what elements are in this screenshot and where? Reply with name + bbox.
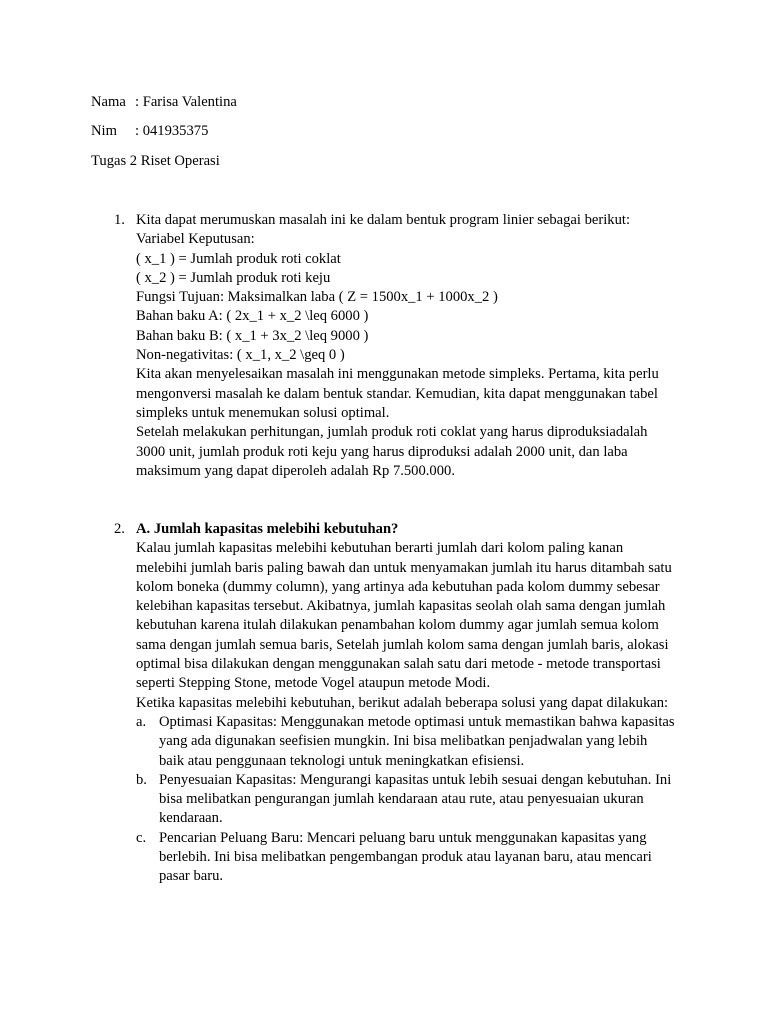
objective-function: Fungsi Tujuan: Maksimalkan laba ( Z = 1500x_1 + 1000x_2 ) bbox=[136, 289, 498, 306]
name-value: : Farisa Valentina bbox=[135, 94, 237, 110]
sub-list-letter: b. bbox=[136, 771, 147, 788]
intro-line: Kita dapat merumuskan masalah ini ke dalam bentuk program linier sebagai berikut: bbox=[136, 212, 631, 228]
nim-label: Nim bbox=[91, 123, 117, 139]
sub-list-item bbox=[136, 771, 676, 829]
nim-line bbox=[91, 122, 208, 141]
name-line bbox=[91, 93, 237, 112]
paragraph: Ketika kapasitas melebihi kebutuhan, berikut adalah beberapa solusi yang dapat dilakukan: bbox=[136, 694, 669, 711]
sub-list-text: Pencarian Peluang Baru: Mencari peluang baru untuk menggunakan kapasitas yang berlebih. Ini bisa melibatkan pengembangan produk atau layanan baru, atau mencari pasar baru. bbox=[159, 829, 652, 885]
decision-variable-heading: Variabel Keputusan: bbox=[136, 231, 255, 248]
item-1-body bbox=[136, 211, 676, 481]
paragraph: Kita akan menyelesaikan masalah ini menggunakan metode simpleks. Pertama, kita perlu mengonversi masalah ke dalam bentuk standar. Kemudian, kita dapat menggunakan tabel simpleks untuk menemukan solusi optimal. bbox=[136, 366, 659, 421]
sub-list-text: Penyesuaian Kapasitas: Mengurangi kapasitas untuk lebih sesuai dengan kebutuhan. Ini bisa melibatkan pengurangan jumlah kendaraan atau rute, atau penyesuaian ukuran kendaraan. bbox=[159, 771, 672, 827]
constraint-a: Bahan baku A: ( 2x_1 + x_2 \leq 6000 ) bbox=[136, 308, 369, 325]
list-number: 2. bbox=[114, 521, 125, 537]
document-title: Tugas 2 Riset Operasi bbox=[91, 153, 220, 169]
paragraph: Setelah melakukan perhitungan, jumlah produk roti coklat yang harus diproduksiadalah 3000 unit, jumlah produk roti keju yang harus diproduksi adalah 2000 unit, dan laba maksimum yang dapat diperoleh adalah Rp 7.500.000. bbox=[136, 424, 648, 479]
sub-list-letter: c. bbox=[136, 829, 147, 846]
sub-list-letter: a. bbox=[136, 713, 147, 730]
paragraph: Kalau jumlah kapasitas melebihi kebutuhan berarti jumlah dari kolom paling kanan melebihi jumlah baris paling bawah dan untuk menyamakan jumlah itu harus ditambah satu kolom boneka (dummy column), yang artinya ada kebutuhan pada kolom dummy sebesar kelebihan kapasitas tersebut. Akibatnya, jumlah kapasitas seolah olah sama dengan jumlah kebutuhan karena itulah dilakukan penambahan kolom dummy agar jumlah semua kolom sama dengan jumlah semua baris, Setelah jumlah kolom sama dengan jumlah baris, alokasi optimal bisa dilakukan dengan menggunakan salah satu dari metode - metode transportasi seperti Stepping Stone, metode Vogel ataupun metode Modi. bbox=[136, 540, 672, 692]
sub-list-item bbox=[136, 713, 676, 771]
variable-x1: ( x_1 ) = Jumlah produk roti coklat bbox=[136, 250, 341, 267]
name-label: Nama bbox=[91, 94, 126, 110]
item-2-body bbox=[136, 520, 676, 887]
nim-value: : 041935375 bbox=[135, 123, 209, 139]
list-number: 1. bbox=[114, 212, 125, 228]
question-heading: A. Jumlah kapasitas melebihi kebutuhan? bbox=[136, 521, 399, 537]
constraint-b: Bahan baku B: ( x_1 + 3x_2 \leq 9000 ) bbox=[136, 327, 369, 344]
sub-list-text: Optimasi Kapasitas: Menggunakan metode optimasi untuk memastikan bahwa kapasitas yang ada digunakan seefisien mungkin. Ini bisa melibatkan penjadwalan yang lebih baik atau penggunaan teknologi untuk meningkatkan efisiensi. bbox=[159, 713, 675, 769]
sub-list-item bbox=[136, 829, 676, 887]
non-negativity: Non-negativitas: ( x_1, x_2 \geq 0 ) bbox=[136, 347, 345, 364]
variable-x2: ( x_2 ) = Jumlah produk roti keju bbox=[136, 269, 331, 286]
